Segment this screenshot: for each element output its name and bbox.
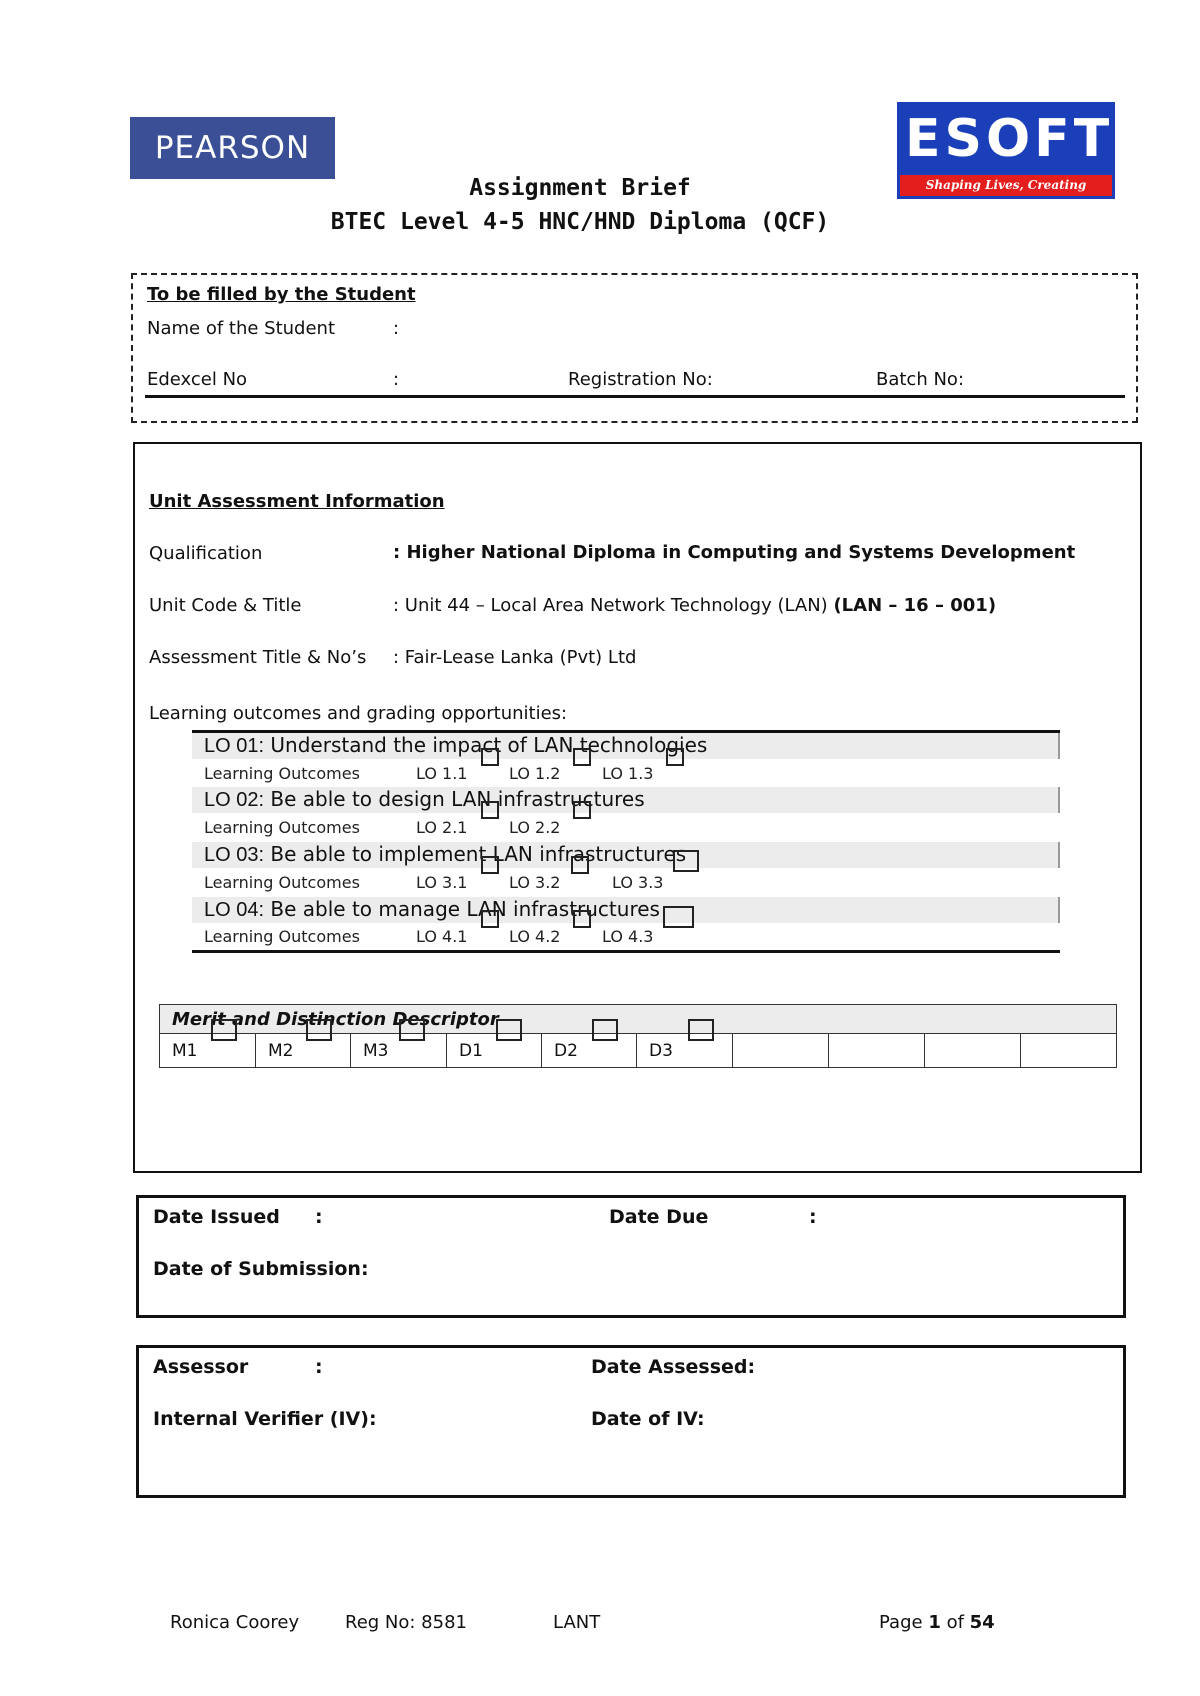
distinction-cell-d1: D1	[447, 1034, 542, 1068]
lo-id: LO 01:	[204, 735, 265, 757]
date-iv-label: Date of IV:	[591, 1408, 705, 1430]
lo-item: LO 2.1	[416, 818, 468, 837]
m2-checkbox[interactable]	[306, 1019, 332, 1041]
lo-sub-label: Learning Outcomes	[204, 818, 360, 837]
d1-checkbox[interactable]	[496, 1019, 522, 1041]
internal-verifier-label: Internal Verifier (IV):	[153, 1408, 377, 1430]
lo-3-1-checkbox[interactable]	[481, 856, 499, 874]
footer-page-number	[879, 1612, 995, 1633]
lo-sub-label: Learning Outcomes	[204, 873, 360, 892]
empty-cell	[925, 1034, 1021, 1068]
empty-cell	[1021, 1034, 1117, 1068]
merit-distinction-table	[159, 1004, 1117, 1068]
student-heading: To be filled by the Student	[147, 284, 416, 305]
lo-id: LO 02:	[204, 789, 265, 811]
date-issued-colon: :	[315, 1206, 323, 1228]
lo-id: LO 04:	[204, 899, 265, 921]
date-assessed-label: Date Assessed:	[591, 1356, 756, 1378]
lo-text: Be able to design LAN infrastructures	[264, 787, 645, 811]
lo-item: LO 4.3	[602, 927, 654, 946]
assessment-title-label: Assessment Title & No’s	[149, 647, 367, 668]
unit-code-text: : Unit 44 – Local Area Network Technology (LAN)	[393, 595, 834, 616]
lo-1-2-checkbox[interactable]	[573, 748, 591, 766]
student-divider	[145, 395, 1125, 398]
lo-item: LO 4.1	[416, 927, 468, 946]
lo-1-3-checkbox[interactable]	[666, 748, 684, 766]
lo-item: LO 1.2	[509, 764, 561, 783]
lo-table-bottom-rule	[192, 950, 1060, 953]
m1-checkbox[interactable]	[211, 1019, 237, 1041]
pearson-logo	[130, 117, 335, 179]
page-prefix: Page	[879, 1612, 929, 1633]
lo-sub-label: Learning Outcomes	[204, 764, 360, 783]
date-issued-label: Date Issued	[153, 1206, 280, 1228]
unit-heading: Unit Assessment Information	[149, 491, 445, 512]
lo-item: LO 3.3	[612, 873, 664, 892]
qualification-value: : Higher National Diploma in Computing and Systems Development	[393, 542, 1076, 563]
distinction-cell-d2: D2	[542, 1034, 637, 1068]
unit-code-value	[393, 595, 996, 616]
date-due-colon: :	[809, 1206, 817, 1228]
footer-student-name: Ronica Coorey	[170, 1612, 300, 1633]
unit-code-label: Unit Code & Title	[149, 595, 302, 616]
date-due-label: Date Due	[609, 1206, 709, 1228]
lo-title-3	[204, 842, 686, 867]
lo-sub-label: Learning Outcomes	[204, 927, 360, 946]
footer-unit: LANT	[553, 1612, 601, 1633]
student-name-colon: :	[393, 318, 400, 339]
d3-checkbox[interactable]	[688, 1019, 714, 1041]
edexcel-colon: :	[393, 369, 400, 390]
d2-checkbox[interactable]	[592, 1019, 618, 1041]
lo-id: LO 03:	[204, 844, 265, 866]
empty-cell	[733, 1034, 829, 1068]
page-current: 1	[928, 1612, 941, 1633]
lo-title-4	[204, 897, 660, 922]
lo-title-1	[204, 733, 707, 758]
lo-item: LO 1.3	[602, 764, 654, 783]
merit-cell-m3: M3	[351, 1034, 447, 1068]
lo-4-3-checkbox[interactable]	[663, 906, 694, 928]
lo-item: LO 4.2	[509, 927, 561, 946]
page-of: of	[940, 1612, 970, 1633]
lo-4-1-checkbox[interactable]	[481, 910, 499, 928]
unit-code-number: (LAN – 16 – 001)	[833, 595, 997, 616]
registration-label: Registration No:	[568, 369, 713, 390]
m3-checkbox[interactable]	[399, 1019, 425, 1041]
empty-cell	[829, 1034, 925, 1068]
lo-item: LO 3.1	[416, 873, 468, 892]
student-name-label: Name of the Student	[147, 318, 336, 339]
assessment-title-value: : Fair-Lease Lanka (Pvt) Ltd	[393, 647, 637, 668]
date-submission-label: Date of Submission:	[153, 1258, 369, 1280]
lo-text: Be able to implement LAN infrastructures	[264, 842, 687, 866]
page-subtitle: BTEC Level 4-5 HNC/HND Diploma (QCF)	[330, 209, 830, 235]
page-title: Assignment Brief	[469, 175, 691, 201]
assessor-colon: :	[315, 1356, 323, 1378]
footer-reg-no: Reg No: 8581	[345, 1612, 467, 1633]
lo-4-2-checkbox[interactable]	[573, 910, 591, 928]
qualification-label: Qualification	[149, 543, 263, 564]
esoft-logo-text: ESOFT	[905, 109, 1114, 169]
lo-item: LO 3.2	[509, 873, 561, 892]
lo-1-1-checkbox[interactable]	[481, 748, 499, 766]
lo-item: LO 1.1	[416, 764, 468, 783]
lo-intro: Learning outcomes and grading opportunities:	[149, 703, 568, 724]
lo-2-2-checkbox[interactable]	[573, 801, 591, 819]
pearson-logo-text: PEARSON	[154, 130, 311, 166]
batch-label: Batch No:	[876, 369, 965, 390]
merit-cell-m2: M2	[256, 1034, 351, 1068]
lo-3-2-checkbox[interactable]	[571, 856, 589, 874]
page-total: 54	[969, 1612, 995, 1633]
esoft-tagline: Shaping Lives, Creating Futures.	[900, 175, 1112, 196]
lo-2-1-checkbox[interactable]	[481, 801, 499, 819]
assessor-label: Assessor	[153, 1356, 249, 1378]
distinction-cell-d3: D3	[637, 1034, 733, 1068]
merit-heading: Merit and Distinction Descriptor	[160, 1005, 1116, 1034]
merit-cell-m1: M1	[160, 1034, 256, 1068]
lo-text: Understand the impact of LAN technologies	[264, 733, 708, 757]
lo-3-3-checkbox[interactable]	[673, 850, 699, 872]
lo-item: LO 2.2	[509, 818, 561, 837]
edexcel-label: Edexcel No	[147, 369, 248, 390]
lo-text: Be able to manage LAN infrastructures	[264, 897, 660, 921]
